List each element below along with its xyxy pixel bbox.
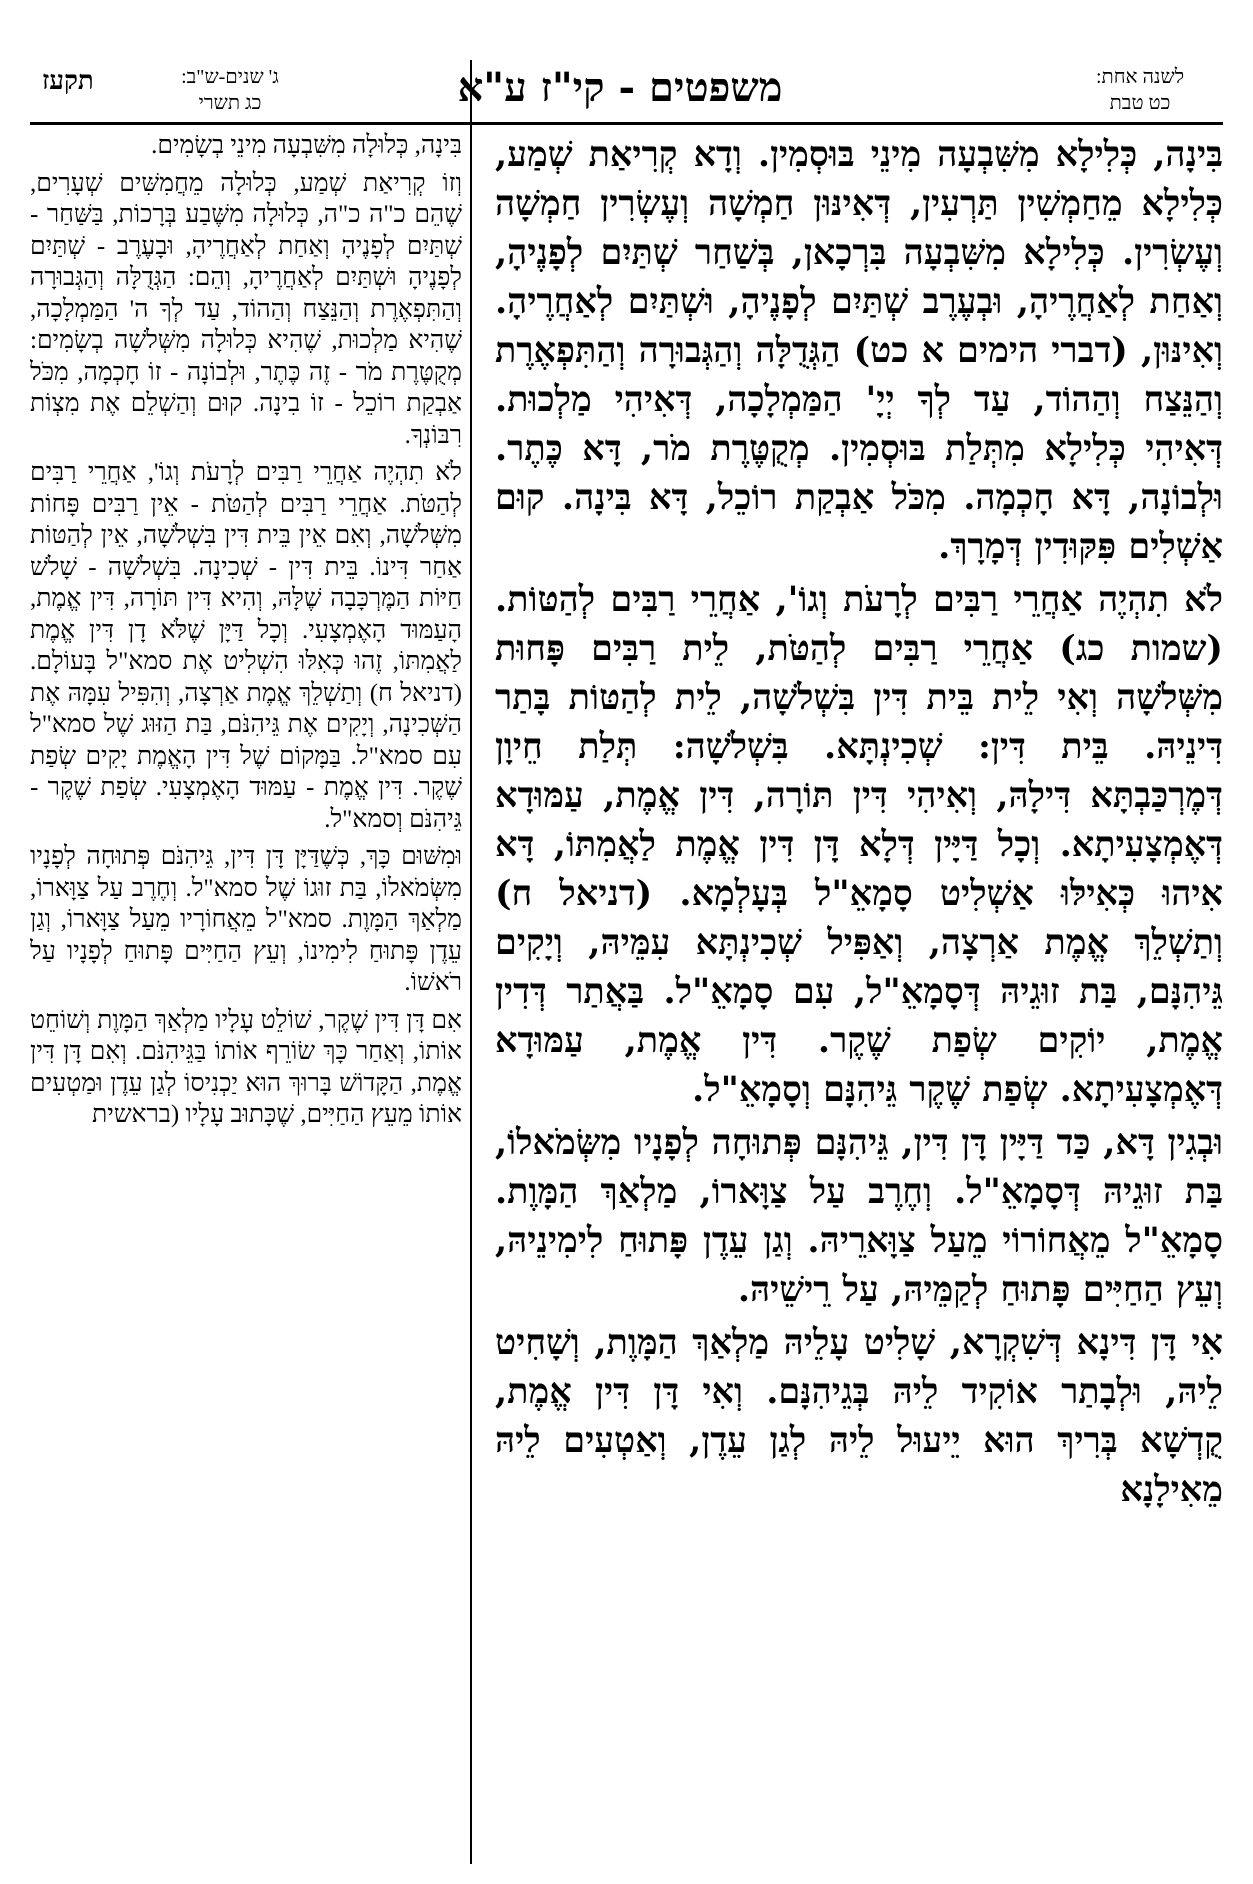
- commentary-paragraph: לֹא תִהְיֶה אַחֲרֵי רַבִּים לְרָעֹת וְגוֹ', אַחֲרֵי רַבִּים לְהַטֹּת. אַחֲרֵי רַבִּים לְהַטֹּת - אֵין רַבִּים פָּחוֹת מִשְּׁלֹשָׁה, וְאִם אֵין בֵּית דִּין בִּשְׁלֹשָׁה, אֵין לְהַטּוֹת אַחַר דִּינוֹ. בֵּית דִּין - שְׁכִינָה. בִּשְׁלֹשָׁה - שָׁלֹשׁ חַיּוֹת הַמֶּרְכָּבָה שֶׁלָּהּ, וְהִיא דִּין תּוֹרָה, דִּין אֱמֶת, הָעַמּוּד הָאֶמְצָעִי. וְכָל דַּיָּן שֶׁלֹּא דָן דִּין אֱמֶת לַאֲמִתּוֹ, זֶהוּ כְּאִלּוּ הִשְׁלִיט אֶת סמא"ל בָּעוֹלָם. (דניאל ח) וְתַשְׁלֵךְ אֱמֶת אַרְצָה, וְהִפִּיל עִמָּהּ אֶת הַשְּׁכִינָה, וְיָקִים אֶת גֵּיהִנֹּם, בַּת הַזּוּג שֶׁל סמא"ל עִם סמא"ל. בַּמָּקוֹם שֶׁל דִּין הָאֱמֶת יָקִים שְׂפַת שֶׁקֶר. דִּין אֱמֶת - עַמּוּד הָאֶמְצָעִי. שְׂפַת שֶׁקֶר - גֵּיהִנֹּם וְסמא"ל.: [30, 459, 462, 833]
- main-paragraph: וּבְגִין דָּא, כַּד דַּיָּין דָּן דִּין, גֵּיהִנָּם פְּתוּחָה לְפָנָיו מִשְּׂמֹאלוֹ, בַּת זוּגֵיהּ דְּסָמָאֵ"ל. וְחֶרֶב עַל צַוָּארוֹ, מַלְאַךְ הַמָּוֶת. סָמָאֵ"ל מֵאֲחוֹרוֹי מֵעַל צַוָּארֵיהּ. וְגַן עֵדֶן פָּתוּחַ לִימִינֵיהּ, וְעֵץ הַחַיִּים פָּתוּחַ לְקַמֵּיהּ, עַל רֵישֵׁיהּ.: [495, 1122, 1223, 1310]
- page-number: תקעז: [42, 66, 94, 96]
- main-paragraph: לֹא תִהְיֶה אַחֲרֵי רַבִּים לְרָעֹת וְגוֹ', אַחֲרֵי רַבִּים לְהַטּוֹת. (שמות כג) אַחֲרֵי רַבִּים לְהַטֹּת, לֵית רַבִּים פָּחוּת מִשְּׁלֹשָׁה וְאִי לֵית בֵּית דִּין בִּשְׁלֹשָׁה, לֵית לְהַטּוֹת בָּתַר דִּינֵיהּ. בֵּית דִּין: שְׁכִינְתָּא. בִּשְׁלֹשָׁה: תְּלַת חֵיוָן דְּמֶרְכַּבְתָּא דִּילָהּ, וְאִיהִי דִּין תּוֹרָה, דִּין אֱמֶת, עַמּוּדָא דְּאֶמְצָעִיתָא. וְכָל דַּיָּין דְּלָא דָּן דִּין אֱמֶת לַאֲמִתּוֹ, דָּא אִיהוּ כְּאִילּוּ אַשְׁלִיט סָמָאֵ"ל בְּעָלְמָא. (דניאל ח) וְתַשְׁלֵךְ אֱמֶת אַרְצָה, וְאַפִּיל שְׁכִינְתָּא עִמֵּיהּ, וְיָקִים גֵּיהִנָּם, בַּת זוּגֵיהּ דְּסָמָאֵ"ל, עִם סָמָאֵ"ל. בַּאֲתַר דְּדִין אֱמֶת, יוֹקִים שְׂפַת שֶׁקֶר. דִּין אֱמֶת, עַמּוּדָא דְּאֶמְצָעִיתָא. שְׂפַת שֶׁקֶר גֵּיהִנָּם וְסָמָאֵ"ל.: [495, 579, 1223, 1110]
- commentary-paragraph: וּמִשּׁוּם כָּךְ, כְּשֶׁדַּיָּן דָּן דִּין, גֵּיהִנֹּם פְּתוּחָה לְפָנָיו מִשְּׂמֹאלוֹ, בַּת זוּגוֹ שֶׁל סמא"ל. וְחֶרֶב עַל צַוָּארוֹ, מַלְאַךְ הַמָּוֶת. סמא"ל מֵאֲחוֹרָיו מֵעַל צַוָּארוֹ, וְגַן עֵדֶן פָּתוּחַ לִימִינוֹ, וְעֵץ הַחַיִּים פָּתוּחַ לְפָנָיו עַל רֹאשׁוֹ.: [30, 843, 462, 996]
- main-text-column: [495, 130, 1223, 1870]
- header-column-divider: [470, 60, 472, 122]
- daily-study-schedule-one-year: [1065, 64, 1215, 116]
- main-paragraph: אִי דָּן דִּינָא דְּשִׁקְרָא, שָׁלִיט עָלֵיהּ מַלְאַךְ הַמָּוֶת, וְשָׁחִיט לֵיהּ, וּלְבָתַר אוֹקִיד לֵיהּ בְּגֵיהִנָּם. וְאִי דָּן דִּין אֱמֶת, קֻדְשָׁא בְּרִיךְ הוּא יֵיעוּל לֵיהּ לְגַן עֵדֶן, וְאַטְעִים לֵיהּ מֵאִילָנָא: [495, 1322, 1223, 1510]
- daily-study-schedule-three-years: [140, 64, 320, 116]
- commentary-paragraph: וְזוֹ קְרִיאַת שְׁמַע, כְּלוּלָה מֵחֲמִשִּׁים שְׁעָרִים, שֶׁהֵם כ"ה כ"ה, כְּלוּלָה מִשֶּׁבַע בְּרָכוֹת, בַּשַּׁחַר - שְׁתַּיִם לְפָנֶיהָ וְאַחַת לְאַחֲרֶיהָ, וּבָעֶרֶב - שְׁתַּיִם לְפָנֶיהָ וּשְׁתַּיִם לְאַחֲרֶיהָ, וְהֵם: הַגְּדֻלָּה וְהַגְּבוּרָה וְהַתִּפְאֶרֶת וְהַנֵּצַח וְהַהוֹד, עַד לְךָ ה' הַמַּמְלָכָה, שֶׁהִיא מַלְכוּת, שֶׁהִיא כְּלוּלָה מִשְּׁלֹשָׁה בְשָׂמִים: מְקֻטֶּרֶת מֹר - זֶה כֶּתֶר, וּלְבוֹנָה - זוֹ חָכְמָה, מִכֹּל אַבְקַת רוֹכֵל - זוֹ בִינָה. קוּם וְהַשְׁלֵם אֶת מִצְוֹת רִבּוֹנְךָ.: [30, 169, 462, 449]
- header-rule: [30, 122, 1223, 125]
- schedule-three-years-date: כג תשרי: [198, 92, 262, 114]
- commentary-paragraph: אִם דָּן דִּין שֶׁקֶר, שׁוֹלֵט עָלָיו מַלְאַךְ הַמָּוֶת וְשׁוֹחֵט אוֹתוֹ, וְאַחַר כָּךְ שׂוֹרֵף אוֹתוֹ בַּגֵּיהִנֹּם. וְאִם דָּן דִּין אֱמֶת, הַקָּדוֹשׁ בָּרוּךְ הוּא יַכְנִיסוֹ לְגַן עֵדֶן וּמַטְעִים אוֹתוֹ מֵעֵץ הַחַיִּים, שֶׁכָּתוּב עָלָיו (בראשית: [30, 1006, 462, 1128]
- main-paragraph: בִּינָה, כְּלִילָא מִשִּׁבְעָה מִינֵי בּוּסְמִין. וְדָא קְרִיאַת שְׁמַע, כְּלִילָא מֵחַמְשִׁין תַּרְעִין, דְּאִינּוּן חַמְשָׁה וְעֶשְׂרִין חַמְשָׁה וְעֶשְׂרִין. כְּלִילָא מִשִּׁבְעָה בִּרְכָאן, בְּשַׁחַר שְׁתַּיִם לְפָנֶיהָ, וְאַחַת לְאַחֲרֶיהָ, וּבְעֶרֶב שְׁתַּיִם לְפָנֶיהָ, וּשְׁתַּיִם לְאַחֲרֶיהָ. וְאִינּוּן, (דברי הימים א כט) הַגְּדֻלָּה וְהַגְּבוּרָה וְהַתִּפְאֶרֶת וְהַנֵּצַח וְהַהוֹד, עַד לְךָ יְיָ' הַמַּמְלָכָה, דְּאִיהִי מַלְכוּת. דְּאִיהִי כְּלִילָא מִתְּלַת בּוּסְמִין. מְקֻטֶּרֶת מֹר, דָּא כֶּתֶר. וּלְבוֹנָה, דָּא חָכְמָה. מִכֹּל אַבְקַת רוֹכֵל, דָּא בִּינָה. קוּם אַשְׁלִים פִּקּוּדִין דְּמָרָךְ.: [495, 134, 1223, 567]
- commentary-column: [30, 130, 462, 1870]
- page-title: משפטים - קי"ז ע"א: [457, 64, 783, 111]
- schedule-one-year-date: כט טבת: [1109, 92, 1171, 114]
- column-divider: [470, 124, 472, 1864]
- commentary-paragraph: בִּינָה, כְּלוּלָה מִשִּׁבְעָה מִינֵי בְשָׂמִים.: [151, 132, 462, 159]
- schedule-three-years-label: ג' שנים-ש"ב:: [181, 66, 279, 88]
- schedule-one-year-label: לשנה אחת:: [1095, 66, 1185, 88]
- page-header: [30, 60, 1223, 122]
